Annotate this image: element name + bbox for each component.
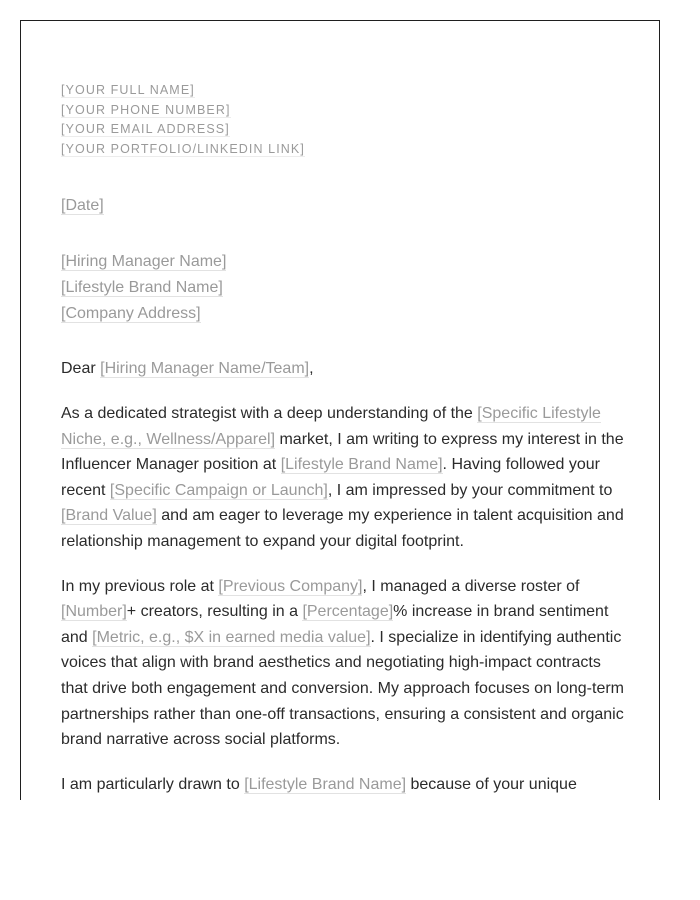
- salutation-name-placeholder[interactable]: [Hiring Manager Name/Team]: [100, 360, 310, 377]
- sender-name-placeholder[interactable]: [YOUR FULL NAME]: [61, 83, 195, 97]
- campaign-placeholder[interactable]: [Specific Campaign or Launch]: [109, 481, 328, 499]
- paragraph-text: because of your unique: [406, 775, 577, 793]
- hiring-manager-placeholder[interactable]: [Hiring Manager Name]: [61, 253, 227, 270]
- paragraph-text: + creators, resulting in a: [126, 603, 303, 621]
- date-placeholder[interactable]: [Date]: [61, 197, 104, 214]
- paragraph-text: , I am impressed by your commitment to: [327, 481, 613, 499]
- paragraph-text: market, I am writing to express my interest in the Influencer Manager position at: [61, 430, 624, 474]
- brand-value-placeholder[interactable]: [Brand Value]: [61, 507, 157, 525]
- paragraph-text: , I managed a diverse roster of: [362, 577, 580, 595]
- salutation-suffix: ,: [309, 360, 314, 377]
- paragraph-text: As a dedicated strategist with a deep understanding of the: [61, 405, 478, 422]
- paragraph-text: . I specialize in identifying authentic voices that align with brand aesthetics and negotiating high-impact contracts that drive both engagement and conversion. My approach focuses on long-term partnerships rather than one-off transactions, ensuring a consistent and organic brand narrative across social platforms.: [61, 628, 624, 749]
- percentage-placeholder[interactable]: [Percentage]: [302, 603, 394, 621]
- paragraph-motivation: [61, 772, 631, 798]
- date-line: [61, 193, 631, 219]
- company-address-placeholder[interactable]: [Company Address]: [61, 305, 201, 322]
- sender-header: [61, 81, 631, 159]
- sender-phone-placeholder[interactable]: [YOUR PHONE NUMBER]: [61, 102, 231, 117]
- previous-company-placeholder[interactable]: [Previous Company]: [218, 577, 363, 595]
- sender-email-placeholder[interactable]: [YOUR EMAIL ADDRESS]: [61, 122, 230, 136]
- brand-name-placeholder[interactable]: [Lifestyle Brand Name]: [244, 775, 407, 793]
- document-page: [20, 20, 660, 800]
- paragraph-text: I am particularly drawn to: [61, 775, 245, 793]
- number-placeholder[interactable]: [Number]: [61, 603, 127, 621]
- paragraph-text: and am eager to leverage my experience in talent acquisition and relationship management to expand your digital footprint.: [61, 507, 624, 550]
- niche-placeholder[interactable]: [Specific Lifestyle Niche, e.g., Wellness/Apparel]: [61, 405, 601, 448]
- salutation-prefix: Dear: [61, 360, 101, 377]
- paragraph-text: . Having followed your recent: [61, 456, 600, 499]
- paragraph-text: In my previous role at: [61, 577, 219, 595]
- paragraph-experience: [61, 574, 631, 753]
- letter-content: [61, 81, 631, 797]
- metric-placeholder[interactable]: [Metric, e.g., $X in earned media value]: [92, 628, 371, 646]
- sender-portfolio-placeholder[interactable]: [YOUR PORTFOLIO/LINKEDIN LINK]: [61, 141, 305, 156]
- recipient-block: [61, 249, 631, 327]
- brand-name-placeholder[interactable]: [Lifestyle Brand Name]: [280, 456, 443, 474]
- paragraph-intro: [61, 401, 631, 555]
- salutation: [61, 356, 631, 382]
- brand-name-placeholder[interactable]: [Lifestyle Brand Name]: [61, 279, 223, 296]
- paragraph-text: % increase in brand sentiment and: [61, 603, 609, 646]
